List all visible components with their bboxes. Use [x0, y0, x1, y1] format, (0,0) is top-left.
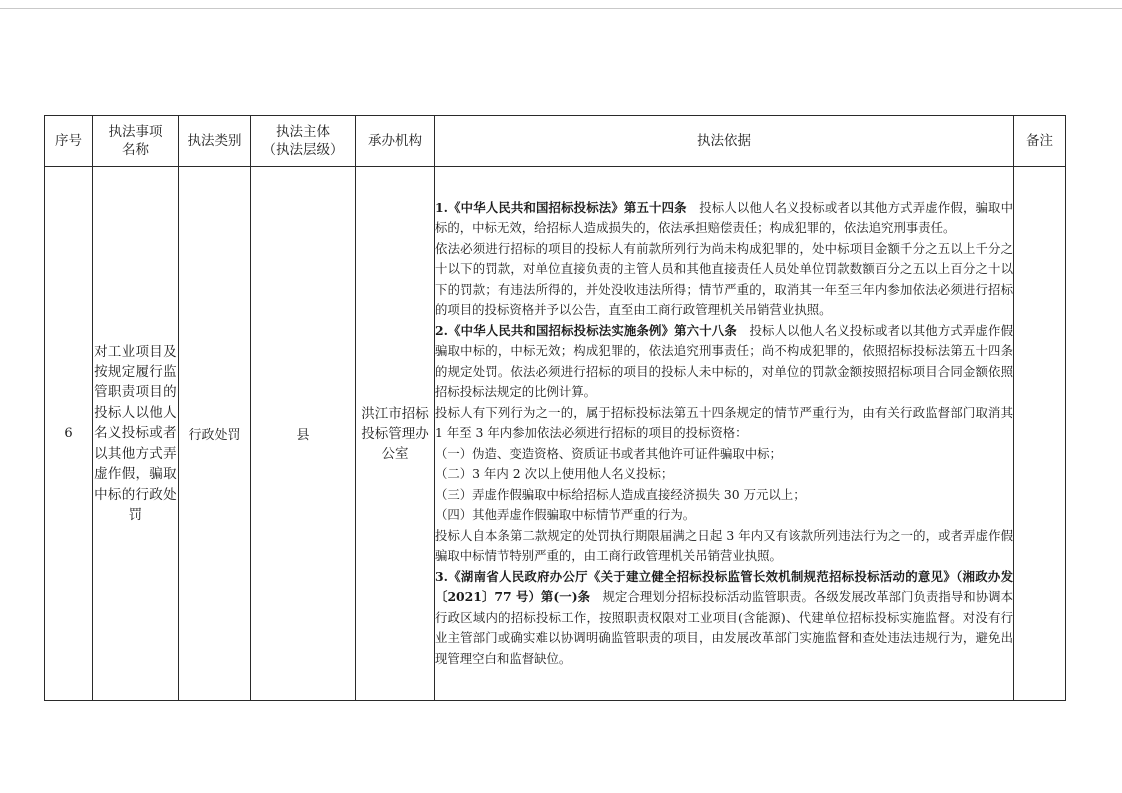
cell-category: 行政处罚	[179, 167, 251, 701]
header-item-name-line2: 名称	[122, 142, 149, 158]
basis-law-2-title: 2.《中华人民共和国招标投标法实施条例》第六十八条	[435, 322, 737, 338]
basis-paragraph-4: 投标人有下列行为之一的，属于招标投标法第五十四条规定的情节严重行为，由有关行政监督部门取消其 1 年至 3 年内参加依法必须进行招标的项目的投标资格：	[435, 404, 1013, 441]
cell-remark	[1014, 167, 1066, 701]
cell-seq: 6	[45, 167, 93, 701]
cell-level: 县	[251, 167, 356, 701]
header-seq: 序号	[45, 116, 93, 167]
basis-paragraph-5: 投标人自本条第二款规定的处罚执行期限届满之日起 3 年内又有该款所列违法行为之一的，或者弄虚作假骗取中标情节特别严重的，由工商行政管理机关吊销营业执照。	[435, 527, 1013, 564]
header-subject-line2: （执法层级）	[262, 142, 344, 158]
table-row	[45, 167, 1066, 701]
basis-paragraph-1	[435, 198, 1013, 239]
basis-law-3-text: 规定合理划分招标投标活动监管职责。各级发展改革部门负责指导和协调本行政区域内的招标投标工作，按照职责权限对工业项目(含能源)、代建单位招标投标实施监督。对没有行业主管部门或确实难以协调明确监管职责的项目，由发展改革部门实施监督和查处违法违规行为，避免出现管理空白和监督缺位。	[435, 589, 1013, 666]
basis-paragraph-3	[435, 321, 1013, 403]
cell-agency: 洪江市招标投标管理办公室	[356, 167, 435, 701]
header-item-name-line1: 执法事项	[108, 124, 163, 140]
header-remark: 备注	[1014, 116, 1066, 167]
basis-law-2-text: 投标人以他人名义投标或者以其他方式弄虚作假骗取中标的，中标无效；构成犯罪的，依法追究刑事责任；尚不构成犯罪的，依照招标投标法第五十四条的规定处罚。依法必须进行招标的项目的投标人未中标的，对单位的罚款金额按照招标项目合同金额依照招标投标法规定的比例计算。	[435, 322, 1014, 400]
header-basis: 执法依据	[435, 116, 1014, 167]
basis-list-item-1: （一）伪造、变造资格、资质证书或者其他许可证件骗取中标；	[435, 445, 782, 461]
basis-list-item-3: （三）弄虚作假骗取中标给招标人造成直接经济损失 30 万元以上；	[435, 486, 806, 502]
header-subject	[251, 116, 356, 167]
cell-item-name: 对工业项目及按规定履行监管职责项目的投标人以他人名义投标或者以其他方式弄虚作假，骗取中标的行政处罚	[93, 167, 179, 701]
basis-paragraph-6	[435, 567, 1013, 670]
basis-law-1-text: 投标人以他人名义投标或者以其他方式弄虚作假，骗取中标的，中标无效，给招标人造成损失的，依法承担赔偿责任；构成犯罪的，依法追究刑事责任。	[435, 199, 1014, 236]
header-item-name	[93, 116, 179, 167]
basis-law-3-title: 3.《湖南省人民政府办公厅《关于建立健全招标投标监管长效机制规范招标投标活动的意见》（湘政办发〔2021〕77 号）第(一)条	[435, 568, 1013, 605]
basis-paragraph-2: 依法必须进行招标的项目的投标人有前款所列行为尚未构成犯罪的，处中标项目金额千分之五以上千分之十以下的罚款，对单位直接负责的主管人员和其他直接责任人员处单位罚款数额百分之五以上百分之十以下的罚款；有违法所得的，并处没收违法所得；情节严重的，取消其一年至三年内参加依法必须进行招标的项目的投标资格并予以公告，直至由工商行政管理机关吊销营业执照。	[435, 240, 1013, 318]
page-top-rule	[0, 0, 1122, 9]
header-subject-line1: 执法主体	[276, 124, 330, 140]
basis-law-1-title: 1.《中华人民共和国招标投标法》第五十四条	[435, 199, 687, 215]
table-header-row	[45, 116, 1066, 167]
header-category: 执法类别	[179, 116, 251, 167]
law-enforcement-table	[44, 115, 1066, 701]
header-agency: 承办机构	[356, 116, 435, 167]
cell-basis	[435, 167, 1014, 701]
basis-list-item-4: （四）其他弄虚作假骗取中标情节严重的行为。	[435, 507, 696, 523]
basis-list-item-2: （二）3 年内 2 次以上使用他人名义投标；	[435, 466, 674, 482]
